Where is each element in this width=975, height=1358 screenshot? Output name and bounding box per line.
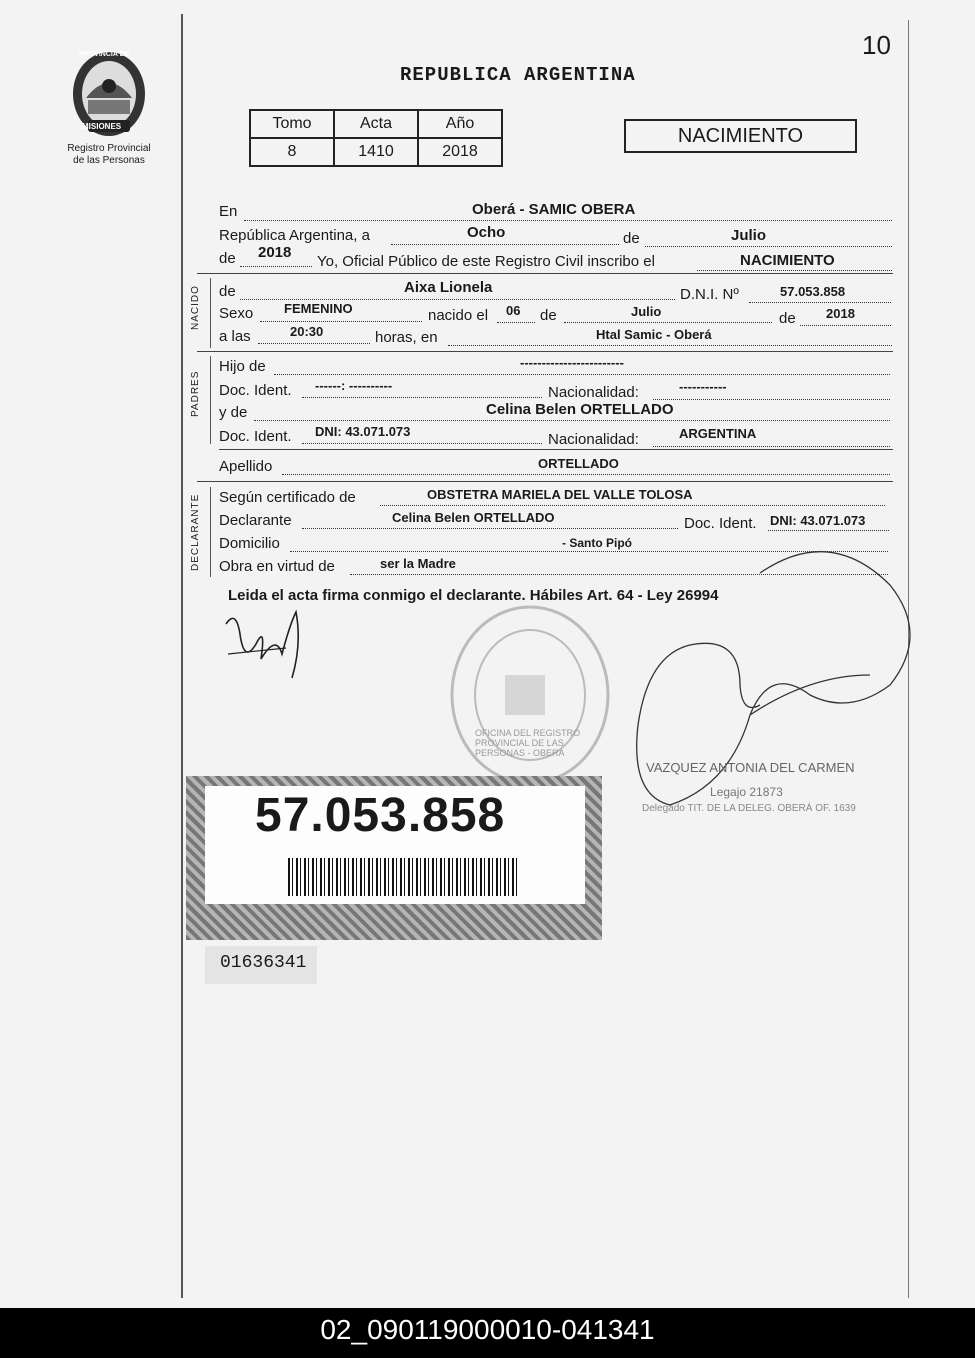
record-table [249,109,503,167]
dotted-line [391,244,619,245]
inscription-year: 2018 [258,244,292,261]
republica-label: República Argentina, a [219,227,370,244]
y-de-label: y de [219,404,248,421]
nacionalidad-label: Nacionalidad: [548,431,639,448]
dotted-line [302,528,678,529]
padres-section-label: PADRES [190,370,201,417]
tomo-value: 8 [250,138,334,166]
serial-number: 01636341 [220,953,307,973]
day-in-words: Ocho [467,224,506,241]
section-separator [197,481,893,482]
barcode-number: 57.053.858 [255,789,506,842]
section-bracket [210,487,211,577]
hijo-de-label: Hijo de [219,358,266,375]
closing-statement: Leida el acta firma conmigo el declarante. Hábiles Art. 64 - Ley 26994 [228,587,719,604]
dotted-line [282,474,890,475]
declarant-name: Celina Belen ORTELLADO [392,510,555,525]
inscribe-value: NACIMIENTO [740,252,835,269]
father-doc: ------: ---------- [315,378,393,393]
logo-text-top: PROVINCIA DE [79,51,130,58]
birth-place: Htal Samic - Oberá [596,327,712,342]
section-bracket [210,356,211,444]
inscription-month: Julio [731,227,767,244]
certificado-label: Según certificado de [219,489,356,506]
section-separator [197,351,893,352]
page-left-edge [181,14,183,1298]
a-las-label: a las [219,328,251,345]
logo-caption [50,143,168,167]
mother-name: Celina Belen ORTELLADO [486,401,674,418]
birth-time: 20:30 [290,324,324,339]
footer-code: 02_090119000010-041341 [0,1308,975,1358]
dotted-line [749,302,891,303]
anio-value: 2018 [418,138,502,166]
acta-value: 1410 [334,138,418,166]
en-value: Oberá - SAMIC OBERA [472,201,636,218]
nacido-section-label: NACIDO [190,285,201,330]
birth-month: Julio [631,304,662,319]
dotted-line [302,397,542,398]
domicilio-label: Domicilio [219,535,280,552]
dotted-line [274,374,890,375]
logo-caption-line-1: Registro Provincial [67,143,151,154]
mother-doc: DNI: 43.071.073 [315,424,411,439]
dotted-line [240,266,312,267]
page-number: 10 [862,30,891,60]
logo-text-bottom: MISIONES [82,122,122,131]
section-separator [219,449,893,450]
de-label: de [623,230,640,247]
child-name: Aixa Lionela [404,279,493,296]
mother-nationality: ARGENTINA [679,426,757,441]
logo-caption-line-2: de las Personas [73,155,145,166]
statement-text: Yo, Oficial Público de este Registro Civil inscribo el [317,253,655,270]
de-label: de [219,283,236,300]
nacido-el-label: nacido el [428,307,489,324]
declarante-label: Declarante [219,512,292,529]
obra-label: Obra en virtud de [219,558,335,575]
birth-day: 06 [506,303,521,318]
apellido-value: ORTELLADO [538,456,619,471]
official-role: Delegado TIT. DE LA DELEG. OBERÁ OF. 1639 [642,803,856,814]
dotted-line [800,325,891,326]
dotted-line [497,322,535,323]
dni-label: D.N.I. Nº [680,286,739,303]
dotted-line [448,345,892,346]
doc-ident-label: Doc. Ident. [219,382,292,399]
doc-ident-label: Doc. Ident. [684,515,757,532]
de-label: de [779,310,796,327]
declarant-signature [216,604,308,686]
acta-header: Acta [334,110,418,138]
sexo-label: Sexo [219,305,254,322]
father-nationality: ----------- [679,379,727,394]
dotted-line [645,246,892,247]
official-legajo: Legajo 21873 [710,785,783,799]
declarant-capacity: ser la Madre [380,556,456,571]
official-name: VAZQUEZ ANTONIA DEL CARMEN [646,760,855,775]
declarante-section-label: DECLARANTE [190,493,201,571]
certificate-issuer: OBSTETRA MARIELA DEL VALLE TOLOSA [427,487,693,502]
dotted-line [653,446,890,447]
round-stamp-text: OFICINA DEL REGISTRO PROVINCIAL DE LAS PERSONAS - OBERA [475,728,581,758]
document-title: REPUBLICA ARGENTINA [400,64,636,86]
dotted-line [768,530,889,531]
dotted-line [258,343,370,344]
en-label: En [219,203,238,220]
official-signature [630,545,920,845]
horas-en-label: horas, en [375,329,438,346]
tomo-header: Tomo [250,110,334,138]
dotted-line [240,299,675,300]
dotted-line [244,220,892,221]
dotted-line [653,399,890,400]
record-type-box: NACIMIENTO [624,119,857,153]
de-label: de [219,250,236,267]
child-dni: 57.053.858 [780,284,846,299]
registry-round-stamp [445,600,615,790]
dotted-line [380,505,885,506]
nacionalidad-label: Nacionalidad: [548,384,639,401]
dotted-line [302,443,542,444]
anio-header: Año [418,110,502,138]
section-separator [197,273,893,274]
declarant-doc: DNI: 43.071.073 [770,513,866,528]
apellido-label: Apellido [219,458,273,475]
father-name: ------------------------ [520,355,624,370]
dotted-line [564,322,772,323]
child-sex: FEMENINO [284,301,353,316]
de-label: de [540,307,557,324]
dotted-line [254,420,890,421]
doc-ident-label: Doc. Ident. [219,428,292,445]
dotted-line [697,270,892,271]
birth-year: 2018 [826,306,855,321]
barcode-bars [288,858,520,896]
declarant-address: - Santo Pipó [562,536,632,550]
dotted-line [260,321,422,322]
section-bracket [210,278,211,348]
